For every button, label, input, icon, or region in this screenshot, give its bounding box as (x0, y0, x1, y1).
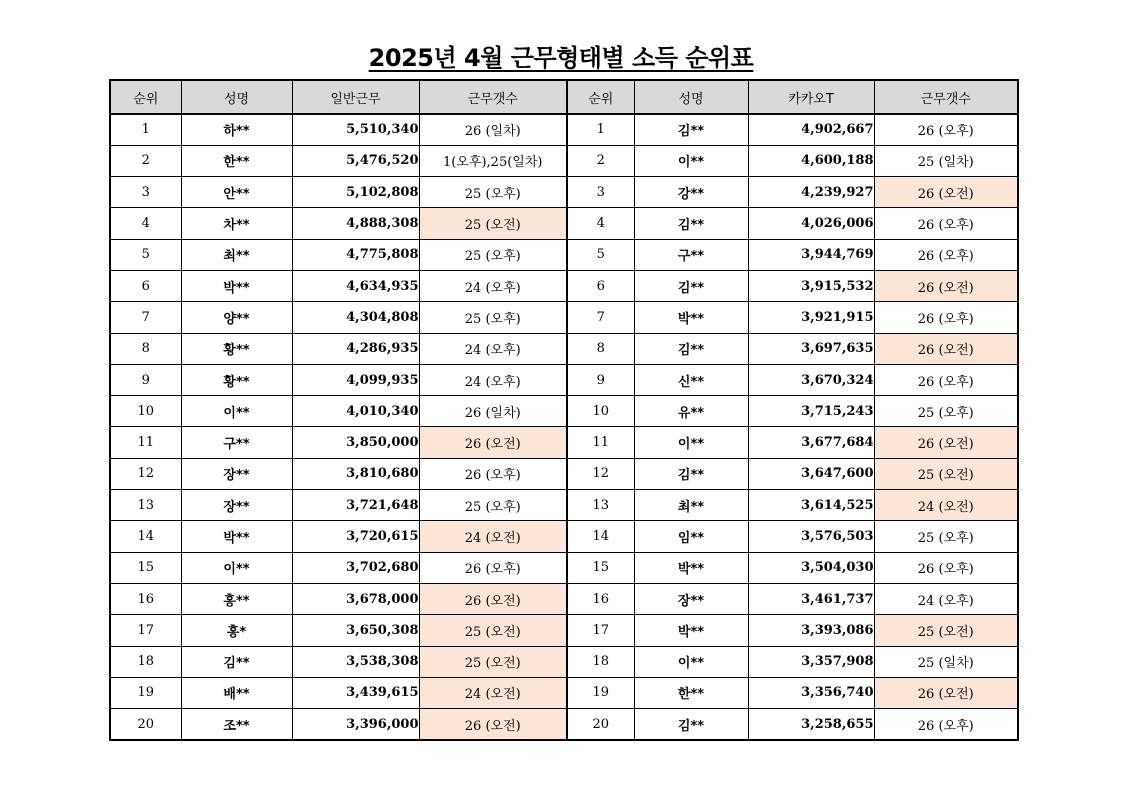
right-days-cell: 26 (오후) (874, 114, 1018, 145)
right-name-cell: 최** (634, 490, 748, 521)
left-days-cell: 26 (오전) (419, 709, 567, 740)
left-days-cell: 24 (오후) (419, 333, 567, 364)
right-rank-cell: 4 (567, 208, 634, 239)
left-name-cell: 황** (181, 364, 292, 395)
right-days-cell: 26 (오후) (874, 709, 1018, 740)
right-rank-cell: 9 (567, 364, 634, 395)
left-name-cell: 구** (181, 427, 292, 458)
right-days-cell: 26 (오전) (874, 677, 1018, 708)
left-days-cell: 25 (오전) (419, 646, 567, 677)
right-amount-cell: 3,944,769 (748, 239, 874, 270)
left-name-cell: 박** (181, 270, 292, 301)
left-rank-cell: 13 (110, 490, 181, 521)
right-rank-cell: 12 (567, 458, 634, 489)
right-amount-cell: 3,915,532 (748, 270, 874, 301)
left-days-cell: 25 (오후) (419, 177, 567, 208)
left-amount-cell: 3,538,308 (292, 646, 419, 677)
left-rank-cell: 2 (110, 145, 181, 176)
right-rank-cell: 1 (567, 114, 634, 145)
left-rank-cell: 9 (110, 364, 181, 395)
header-right-name: 성명 (634, 80, 748, 114)
right-name-cell: 유** (634, 396, 748, 427)
right-name-cell: 강** (634, 177, 748, 208)
header-left-name: 성명 (181, 80, 292, 114)
right-name-cell: 임** (634, 521, 748, 552)
left-amount-cell: 3,810,680 (292, 458, 419, 489)
table-row (110, 583, 1018, 614)
right-rank-cell: 14 (567, 521, 634, 552)
table-row (110, 490, 1018, 521)
right-name-cell: 박** (634, 302, 748, 333)
right-amount-cell: 3,504,030 (748, 552, 874, 583)
left-amount-cell: 3,850,000 (292, 427, 419, 458)
left-name-cell: 이** (181, 396, 292, 427)
left-name-cell: 김** (181, 646, 292, 677)
left-days-cell: 25 (오후) (419, 239, 567, 270)
right-rank-cell: 2 (567, 145, 634, 176)
right-amount-cell: 3,461,737 (748, 583, 874, 614)
right-days-cell: 25 (오전) (874, 458, 1018, 489)
left-rank-cell: 19 (110, 677, 181, 708)
left-name-cell: 하** (181, 114, 292, 145)
table-row (110, 396, 1018, 427)
left-days-cell: 26 (일차) (419, 114, 567, 145)
table-row (110, 177, 1018, 208)
left-amount-cell: 3,678,000 (292, 583, 419, 614)
right-rank-cell: 19 (567, 677, 634, 708)
left-amount-cell: 4,286,935 (292, 333, 419, 364)
header-left-rank: 순위 (110, 80, 181, 114)
left-amount-cell: 4,775,808 (292, 239, 419, 270)
left-days-cell: 24 (오전) (419, 521, 567, 552)
left-name-cell: 최** (181, 239, 292, 270)
left-amount-cell: 3,650,308 (292, 615, 419, 646)
table-row (110, 239, 1018, 270)
left-amount-cell: 4,099,935 (292, 364, 419, 395)
right-amount-cell: 3,670,324 (748, 364, 874, 395)
left-days-cell: 26 (오전) (419, 583, 567, 614)
table-row (110, 208, 1018, 239)
right-days-cell: 26 (오전) (874, 333, 1018, 364)
left-rank-cell: 6 (110, 270, 181, 301)
table-row (110, 646, 1018, 677)
right-days-cell: 26 (오전) (874, 177, 1018, 208)
left-days-cell: 26 (오후) (419, 458, 567, 489)
left-amount-cell: 3,720,615 (292, 521, 419, 552)
left-name-cell: 장** (181, 458, 292, 489)
right-rank-cell: 11 (567, 427, 634, 458)
left-days-cell: 1(오후),25(일차) (419, 145, 567, 176)
right-amount-cell: 4,902,667 (748, 114, 874, 145)
right-name-cell: 구** (634, 239, 748, 270)
left-days-cell: 26 (오전) (419, 427, 567, 458)
right-days-cell: 25 (일차) (874, 646, 1018, 677)
right-days-cell: 26 (오후) (874, 208, 1018, 239)
left-days-cell: 25 (오전) (419, 615, 567, 646)
left-rank-cell: 7 (110, 302, 181, 333)
table-row (110, 521, 1018, 552)
left-amount-cell: 5,476,520 (292, 145, 419, 176)
right-amount-cell: 4,239,927 (748, 177, 874, 208)
left-rank-cell: 20 (110, 709, 181, 740)
income-ranking-table (109, 79, 1019, 741)
right-amount-cell: 3,393,086 (748, 615, 874, 646)
right-amount-cell: 3,357,908 (748, 646, 874, 677)
left-name-cell: 양** (181, 302, 292, 333)
right-name-cell: 김** (634, 270, 748, 301)
right-days-cell: 24 (오전) (874, 490, 1018, 521)
right-days-cell: 26 (오후) (874, 239, 1018, 270)
right-days-cell: 26 (오후) (874, 552, 1018, 583)
left-rank-cell: 8 (110, 333, 181, 364)
right-rank-cell: 5 (567, 239, 634, 270)
right-amount-cell: 3,647,600 (748, 458, 874, 489)
right-days-cell: 24 (오후) (874, 583, 1018, 614)
right-amount-cell: 3,258,655 (748, 709, 874, 740)
right-name-cell: 한** (634, 677, 748, 708)
header-right-days: 근무갯수 (874, 80, 1018, 114)
left-name-cell: 홍** (181, 583, 292, 614)
table-row (110, 427, 1018, 458)
header-right-amount: 카카오T (748, 80, 874, 114)
left-amount-cell: 3,439,615 (292, 677, 419, 708)
header-right-rank: 순위 (567, 80, 634, 114)
table-row (110, 364, 1018, 395)
right-days-cell: 26 (오후) (874, 302, 1018, 333)
left-name-cell: 장** (181, 490, 292, 521)
right-rank-cell: 20 (567, 709, 634, 740)
left-amount-cell: 5,102,808 (292, 177, 419, 208)
left-rank-cell: 18 (110, 646, 181, 677)
left-days-cell: 24 (오후) (419, 270, 567, 301)
right-amount-cell: 4,026,006 (748, 208, 874, 239)
right-name-cell: 김** (634, 333, 748, 364)
ranking-rows (110, 114, 1018, 740)
right-rank-cell: 8 (567, 333, 634, 364)
right-name-cell: 이** (634, 427, 748, 458)
table-row (110, 114, 1018, 145)
right-days-cell: 25 (오후) (874, 521, 1018, 552)
left-name-cell: 한** (181, 145, 292, 176)
right-rank-cell: 6 (567, 270, 634, 301)
left-amount-cell: 3,702,680 (292, 552, 419, 583)
table-row (110, 333, 1018, 364)
left-name-cell: 안** (181, 177, 292, 208)
right-rank-cell: 18 (567, 646, 634, 677)
left-days-cell: 26 (오후) (419, 552, 567, 583)
left-amount-cell: 3,721,648 (292, 490, 419, 521)
header-left-amount: 일반근무 (292, 80, 419, 114)
left-name-cell: 조** (181, 709, 292, 740)
left-amount-cell: 3,396,000 (292, 709, 419, 740)
right-days-cell: 26 (오후) (874, 364, 1018, 395)
left-name-cell: 홍* (181, 615, 292, 646)
right-name-cell: 이** (634, 145, 748, 176)
left-name-cell: 배** (181, 677, 292, 708)
left-name-cell: 이** (181, 552, 292, 583)
left-amount-cell: 4,304,808 (292, 302, 419, 333)
right-name-cell: 장** (634, 583, 748, 614)
left-rank-cell: 16 (110, 583, 181, 614)
right-amount-cell: 3,576,503 (748, 521, 874, 552)
right-rank-cell: 15 (567, 552, 634, 583)
left-days-cell: 26 (일차) (419, 396, 567, 427)
table-row (110, 709, 1018, 740)
left-days-cell: 24 (오후) (419, 364, 567, 395)
left-rank-cell: 5 (110, 239, 181, 270)
right-days-cell: 25 (오전) (874, 615, 1018, 646)
left-amount-cell: 4,634,935 (292, 270, 419, 301)
left-rank-cell: 15 (110, 552, 181, 583)
right-amount-cell: 4,600,188 (748, 145, 874, 176)
left-rank-cell: 10 (110, 396, 181, 427)
table-row (110, 552, 1018, 583)
left-days-cell: 25 (오후) (419, 302, 567, 333)
right-days-cell: 26 (오전) (874, 427, 1018, 458)
table-row (110, 615, 1018, 646)
right-rank-cell: 17 (567, 615, 634, 646)
right-rank-cell: 7 (567, 302, 634, 333)
right-name-cell: 김** (634, 208, 748, 239)
right-days-cell: 25 (오후) (874, 396, 1018, 427)
table-row (110, 145, 1018, 176)
right-days-cell: 25 (일차) (874, 145, 1018, 176)
header-left-days: 근무갯수 (419, 80, 567, 114)
left-days-cell: 25 (오전) (419, 208, 567, 239)
left-rank-cell: 11 (110, 427, 181, 458)
right-rank-cell: 13 (567, 490, 634, 521)
right-amount-cell: 3,921,915 (748, 302, 874, 333)
right-name-cell: 김** (634, 114, 748, 145)
right-rank-cell: 16 (567, 583, 634, 614)
left-rank-cell: 17 (110, 615, 181, 646)
right-name-cell: 신** (634, 364, 748, 395)
right-amount-cell: 3,677,684 (748, 427, 874, 458)
left-days-cell: 25 (오후) (419, 490, 567, 521)
left-rank-cell: 14 (110, 521, 181, 552)
right-name-cell: 박** (634, 552, 748, 583)
right-amount-cell: 3,614,525 (748, 490, 874, 521)
table-row (110, 302, 1018, 333)
left-rank-cell: 1 (110, 114, 181, 145)
right-amount-cell: 3,715,243 (748, 396, 874, 427)
right-days-cell: 26 (오전) (874, 270, 1018, 301)
left-amount-cell: 4,888,308 (292, 208, 419, 239)
left-rank-cell: 3 (110, 177, 181, 208)
right-amount-cell: 3,356,740 (748, 677, 874, 708)
left-days-cell: 24 (오전) (419, 677, 567, 708)
left-name-cell: 차** (181, 208, 292, 239)
left-rank-cell: 4 (110, 208, 181, 239)
right-name-cell: 이** (634, 646, 748, 677)
table-row (110, 270, 1018, 301)
left-rank-cell: 12 (110, 458, 181, 489)
right-name-cell: 박** (634, 615, 748, 646)
page-title: 2025년 4월 근무형태별 소득 순위표 (368, 44, 754, 72)
right-rank-cell: 10 (567, 396, 634, 427)
right-rank-cell: 3 (567, 177, 634, 208)
right-name-cell: 김** (634, 709, 748, 740)
header-row (110, 80, 1018, 114)
right-amount-cell: 3,697,635 (748, 333, 874, 364)
table-row (110, 458, 1018, 489)
left-amount-cell: 5,510,340 (292, 114, 419, 145)
table-row (110, 677, 1018, 708)
right-name-cell: 김** (634, 458, 748, 489)
left-amount-cell: 4,010,340 (292, 396, 419, 427)
left-name-cell: 황** (181, 333, 292, 364)
left-name-cell: 박** (181, 521, 292, 552)
